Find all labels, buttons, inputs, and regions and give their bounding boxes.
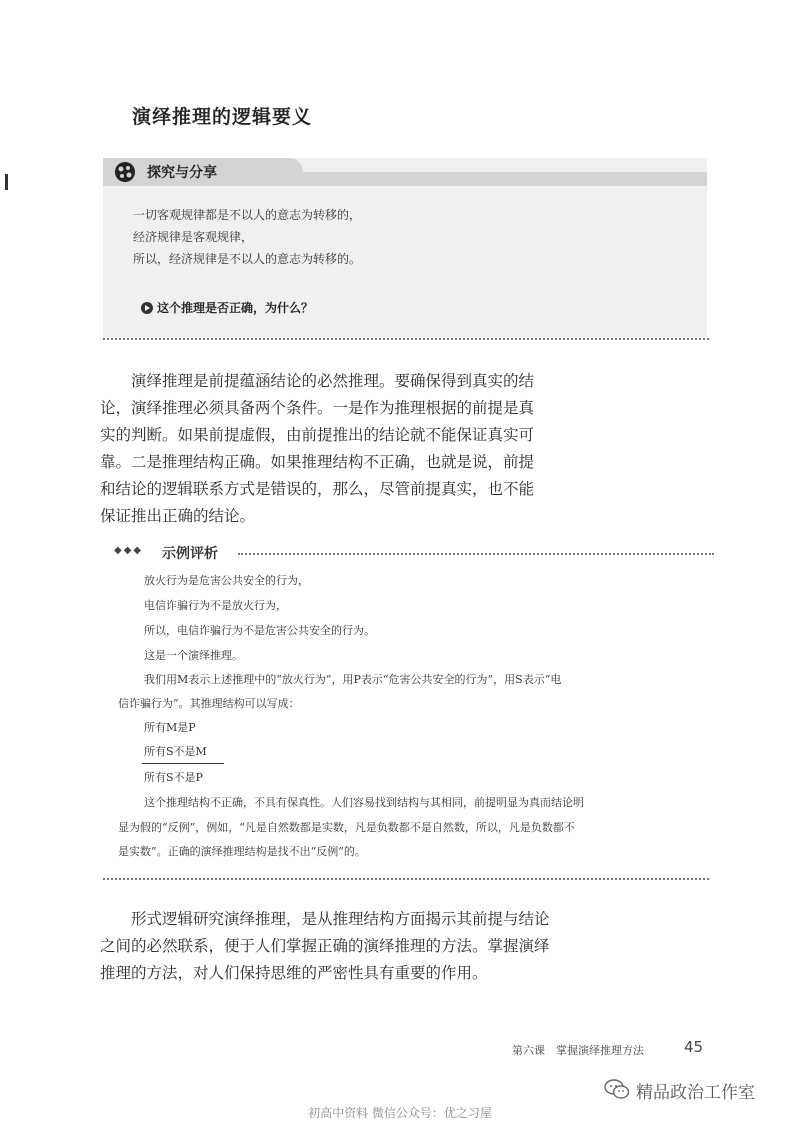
paragraph-line: 演绎推理是前提蕴涵结论的必然推理。要确保得到真实的结 — [131, 372, 535, 390]
conclusion-rule — [142, 763, 224, 764]
dotted-divider — [103, 878, 709, 880]
paragraph-line: 和结论的逻辑联系方式是错误的，那么，尽管前提真实，也不能 — [100, 480, 535, 498]
explore-label: 探究与分享 — [147, 165, 217, 181]
explore-line: 所以，经济规律是不以人的意志为转移的。 — [133, 252, 362, 266]
paragraph-deductive-conditions — [100, 368, 560, 530]
dotted-divider — [103, 338, 709, 340]
running-footer-lesson: 第六课 掌握演绎推理方法 — [512, 1044, 644, 1057]
example-line: 信诈骗行为”。其推理结构可以写成： — [118, 697, 300, 710]
example-line: 这个推理结构不正确，不具有保真性。人们容易找到结构与其相同，前提明显为真而结论明 — [144, 796, 584, 809]
example-line: 电信诈骗行为不是放火行为， — [144, 599, 287, 612]
explore-puzzle-icon — [113, 160, 137, 184]
explore-question: 这个推理是否正确，为什么？ — [157, 301, 314, 315]
example-line: 放火行为是危害公共安全的行为， — [144, 574, 309, 587]
explore-share-box — [103, 158, 707, 338]
section-title: 演绎推理的逻辑要义 — [132, 106, 313, 128]
structure-major-premise: 所有M是P — [144, 721, 196, 734]
watermark-brand: 精品政治工作室 — [636, 1083, 755, 1103]
margin-mark — [5, 174, 8, 190]
page-number: 45 — [684, 1038, 704, 1056]
wechat-icon — [604, 1078, 630, 1100]
paragraph-line: 实的判断。如果前提虚假，由前提推出的结论就不能保证真实可 — [100, 426, 535, 444]
example-line: 所以，电信诈骗行为不是危害公共安全的行为。 — [144, 624, 375, 637]
play-arrow-icon — [141, 302, 153, 314]
paragraph-line: 推理的方法，对人们保持思维的严密性具有重要的作用。 — [100, 964, 488, 982]
paragraph-line: 论，演绎推理必须具备两个条件。一是作为推理根据的前提是真 — [100, 399, 535, 417]
paragraph-line: 之间的必然联系，便于人们掌握正确的演绎推理的方法。掌握演绎 — [100, 937, 550, 955]
explore-line: 经济规律是客观规律， — [133, 230, 254, 244]
paragraph-formal-logic — [100, 906, 570, 987]
explore-header — [103, 158, 707, 186]
explore-line: 一切客观规律都是不以人的意志为转移的， — [133, 208, 362, 222]
example-title: 示例评析 — [162, 546, 218, 562]
diamond-bullets-icon: ◆◆◆ — [114, 545, 144, 556]
example-line: 是实数”。正确的演绎推理结构是找不出“反例”的。 — [118, 845, 366, 858]
example-line: 显为假的“反例”，例如，“凡是自然数都是实数，凡是负数都不是自然数，所以，凡是负数都不 — [118, 821, 575, 834]
explore-text — [133, 204, 361, 270]
paragraph-line: 形式逻辑研究演绎推理，是从推理结构方面揭示其前提与结论 — [131, 910, 550, 928]
structure-minor-premise: 所有S不是M — [144, 745, 207, 758]
example-dotted-rule — [238, 553, 714, 555]
example-header — [114, 543, 714, 563]
example-line: 我们用M表示上述推理中的“放火行为”，用P表示“危害公共安全的行为”，用S表示“电 — [144, 673, 562, 686]
structure-conclusion: 所有S不是P — [144, 771, 203, 784]
paragraph-line: 保证推出正确的结论。 — [100, 507, 256, 525]
example-line: 这是一个演绎推理。 — [144, 649, 243, 662]
watermark-bottom: 初高中资料 微信公众号：优之习屋 — [308, 1106, 492, 1120]
paragraph-line: 靠。二是推理结构正确。如果推理结构不正确，也就是说，前提 — [100, 453, 535, 471]
